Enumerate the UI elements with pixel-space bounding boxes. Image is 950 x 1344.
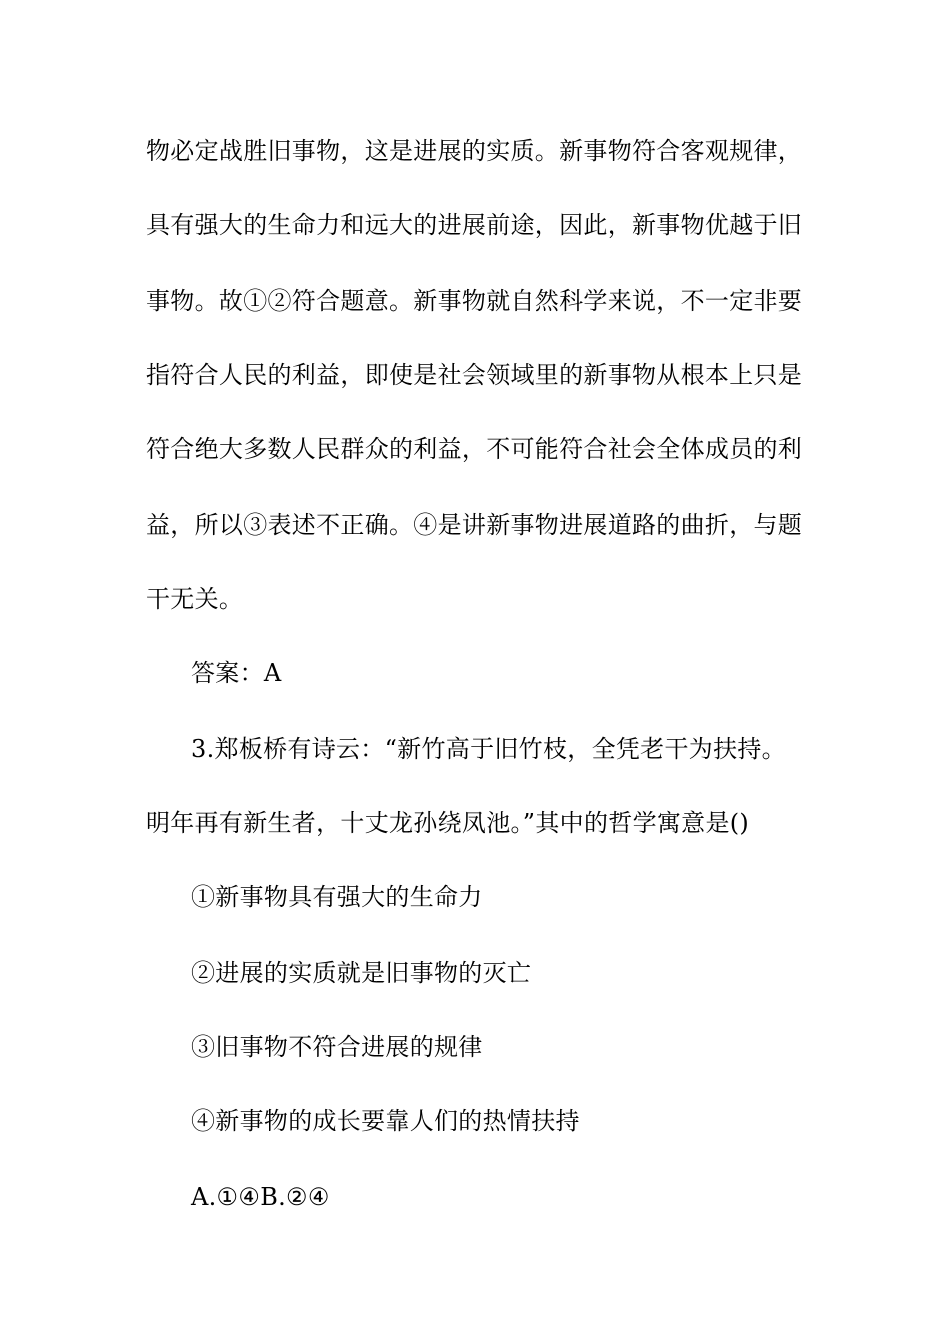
- answer-choices: A.①④B.②④: [191, 1183, 330, 1211]
- explanation-line-2: 具有强大的生命力和远大的进展前途，因此，新事物优越于旧: [146, 211, 803, 239]
- explanation-line-7: 干无关。: [146, 585, 244, 613]
- explanation-line-5: 符合绝大多数人民群众的利益，不可能符合社会全体成员的利: [146, 435, 803, 463]
- explanation-line-3: 事物。故①②符合题意。新事物就自然科学来说，不一定非要: [146, 287, 803, 315]
- option-2: ②进展的实质就是旧事物的灭亡: [191, 959, 532, 987]
- explanation-line-6: 益，所以③表述不正确。④是讲新事物进展道路的曲折，与题: [146, 511, 803, 539]
- option-3: ③旧事物不符合进展的规律: [191, 1033, 483, 1061]
- question-line-1: 3.郑板桥有诗云：“新竹高于旧竹枝，全凭老干为扶持。: [191, 735, 786, 763]
- option-1: ①新事物具有强大的生命力: [191, 883, 483, 911]
- answer-line: 答案：A: [191, 659, 282, 687]
- explanation-line-1: 物必定战胜旧事物，这是进展的实质。新事物符合客观规律，: [146, 137, 803, 165]
- explanation-line-4: 指符合人民的利益，即使是社会领域里的新事物从根本上只是: [146, 361, 803, 389]
- question-line-2: 明年再有新生者，十丈龙孙绕凤池。”其中的哲学寓意是(): [146, 809, 750, 837]
- option-4: ④新事物的成长要靠人们的热情扶持: [191, 1107, 580, 1135]
